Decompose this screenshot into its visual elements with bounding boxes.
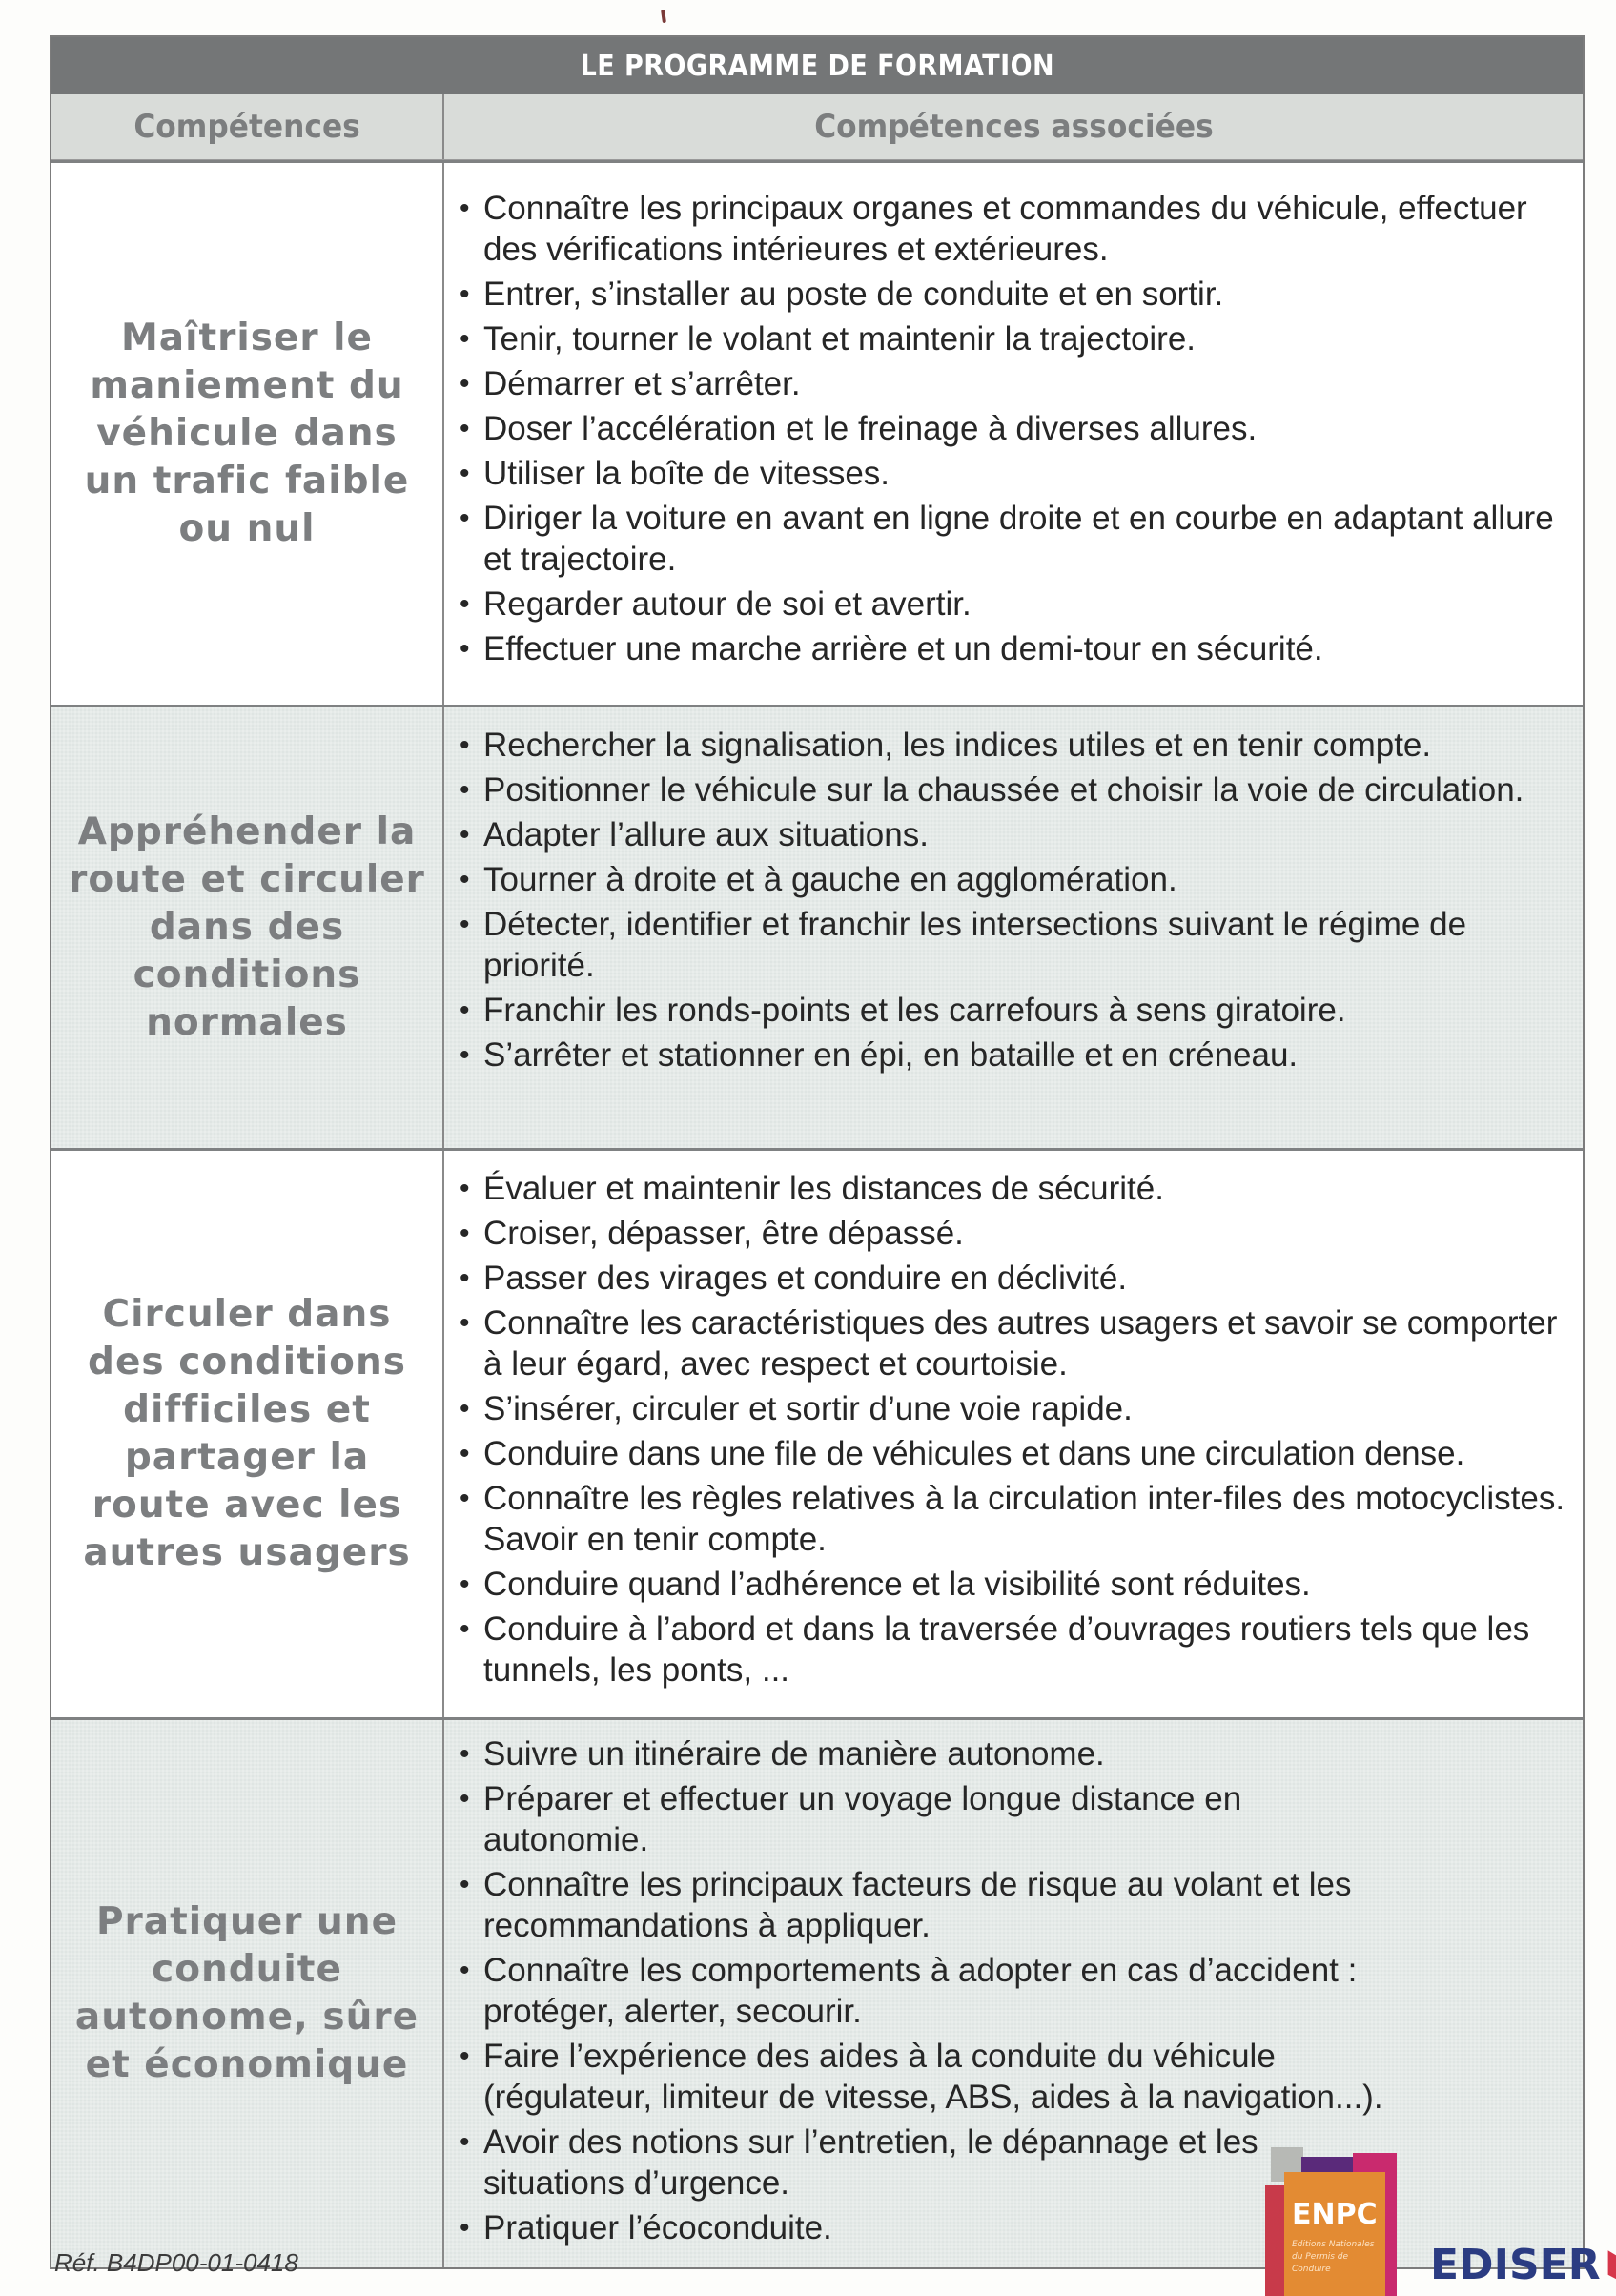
- bullet-icon: •: [460, 1262, 470, 1294]
- list-item-text: Regarder autour de soi et avertir.: [483, 585, 972, 623]
- enpc-logo-orange-square: [1284, 2172, 1385, 2296]
- list-item-text: Diriger la voiture en avant en ligne droite et en courbe en adaptant allure et trajectoire.: [483, 500, 1554, 578]
- list-item: [458, 814, 1573, 855]
- list-item: [458, 904, 1573, 986]
- bullet-icon: •: [460, 633, 470, 665]
- list-item-text: Avoir des notions sur l’entretien, le dépannage et les situations d’urgence.: [483, 2123, 1258, 2202]
- bullet-icon: •: [460, 1307, 470, 1339]
- table-title-text: LE PROGRAMME DE FORMATION: [580, 49, 1054, 83]
- list-item: [458, 2207, 1392, 2248]
- enpc-logo: [1265, 2147, 1418, 2296]
- bullet-icon: •: [460, 323, 470, 355]
- list-item: [458, 453, 1573, 494]
- bullet-icon: •: [460, 1613, 470, 1645]
- table-row: [51, 705, 1583, 1148]
- list-item: [458, 1564, 1573, 1605]
- list-item: [458, 1778, 1392, 1860]
- list-item-text: Effectuer une marche arrière et un demi-tour en sécurité.: [483, 630, 1323, 667]
- bullet-icon: •: [460, 864, 470, 895]
- ediser-logo-text: EDISER: [1430, 2241, 1601, 2289]
- list-item-text: Évaluer et maintenir les distances de sécurité.: [483, 1170, 1164, 1207]
- enpc-logo-subtitle: Editions Nationales du Permis de Conduire: [1292, 2240, 1375, 2274]
- bullet-icon: •: [460, 909, 470, 940]
- list-item: [458, 1213, 1573, 1254]
- bullet-icon: •: [460, 1869, 470, 1900]
- list-item-text: Croiser, dépasser, être dépassé.: [483, 1215, 964, 1252]
- associated-cell: [444, 1151, 1583, 1717]
- list-item: [458, 725, 1573, 766]
- list-item-text: Faire l’expérience des aides à la conduite du véhicule (régulateur, limiteur de vitesse, ABS, aides à la navigation...).: [483, 2038, 1383, 2116]
- list-item-text: Connaître les caractéristiques des autres usagers et savoir se comporter à leur égard, avec respect et courtoisie.: [483, 1304, 1558, 1383]
- bullet-icon: •: [460, 1738, 470, 1770]
- competence-cell: [51, 1151, 444, 1717]
- list-item: [458, 2122, 1392, 2204]
- list-item: [458, 408, 1573, 449]
- list-item: [458, 1433, 1573, 1474]
- list-item-text: Préparer et effectuer un voyage longue distance en autonomie.: [483, 1780, 1242, 1858]
- list-item: [458, 1864, 1392, 1946]
- list-item-text: Conduire quand l’adhérence et la visibilité sont réduites.: [483, 1566, 1311, 1603]
- list-item-text: Adapter l’allure aux situations.: [483, 816, 929, 853]
- competence-label: Circuler dans des conditions difficiles et partager la route avec les autres usagers: [83, 1293, 411, 1574]
- reference-number: Réf. B4DP00-01-0418: [54, 2248, 298, 2277]
- bullet-icon: •: [460, 1568, 470, 1600]
- associated-list: [444, 163, 1583, 688]
- list-item: [458, 188, 1573, 270]
- list-item-text: Connaître les principaux facteurs de risque au volant et les recommandations à appliquer.: [483, 1866, 1352, 1944]
- bullet-icon: •: [460, 278, 470, 310]
- bullet-icon: •: [460, 588, 470, 620]
- list-item-text: Conduire à l’abord et dans la traversée d’ouvrages routiers tels que les tunnels, les ponts, ...: [483, 1610, 1530, 1689]
- scan-speck: [661, 10, 666, 23]
- competence-label: Appréhender la route et circuler dans des conditions normales: [69, 810, 425, 1044]
- associated-cell: [444, 163, 1583, 705]
- list-item: [458, 1035, 1573, 1076]
- list-item-text: Tenir, tourner le volant et maintenir la trajectoire.: [483, 320, 1197, 358]
- training-program-table: [50, 35, 1585, 2269]
- list-item: [458, 2036, 1392, 2118]
- list-item-text: Détecter, identifier et franchir les intersections suivant le régime de priorité.: [483, 906, 1467, 984]
- competence-cell: [51, 707, 444, 1148]
- bullet-icon: •: [460, 458, 470, 489]
- competence-cell: [51, 163, 444, 705]
- bullet-icon: •: [460, 1393, 470, 1425]
- bullet-icon: •: [460, 1173, 470, 1204]
- table-title: [51, 37, 1583, 94]
- book-icon: [1606, 2248, 1616, 2285]
- column-header-text: Compétences: [133, 108, 360, 146]
- list-item: [458, 1302, 1573, 1384]
- list-item-text: Franchir les ronds-points et les carrefours à sens giratoire.: [483, 992, 1346, 1029]
- list-item: [458, 363, 1573, 404]
- list-item: [458, 498, 1573, 580]
- list-item: [458, 1478, 1573, 1560]
- associated-list: [444, 1151, 1583, 1710]
- competence-label: Maîtriser le maniement du véhicule dans un trafic faible ou nul: [84, 317, 410, 550]
- list-item: [458, 628, 1573, 669]
- bullet-icon: •: [460, 1483, 470, 1514]
- table-row: [51, 1148, 1583, 1717]
- list-item-text: Doser l’accélération et le freinage à diverses allures.: [483, 410, 1258, 447]
- competence-cell: [51, 1720, 444, 2267]
- bullet-icon: •: [460, 2126, 470, 2158]
- bullet-icon: •: [460, 994, 470, 1026]
- bullet-icon: •: [460, 502, 470, 534]
- bullet-icon: •: [460, 774, 470, 806]
- column-header-associated: [444, 94, 1583, 159]
- list-item: [458, 769, 1573, 810]
- list-item-text: Conduire dans une file de véhicules et dans une circulation dense.: [483, 1435, 1465, 1472]
- bullet-icon: •: [460, 368, 470, 400]
- bullet-icon: •: [460, 193, 470, 224]
- list-item-text: Connaître les règles relatives à la circulation inter-files des motocyclistes. Savoir en tenir compte.: [483, 1480, 1565, 1558]
- list-item-text: Démarrer et s’arrêter.: [483, 365, 801, 402]
- list-item: [458, 274, 1573, 315]
- list-item-text: Entrer, s’installer au poste de conduite et en sortir.: [483, 276, 1224, 313]
- associated-list: [444, 707, 1583, 1095]
- list-item-text: S’insérer, circuler et sortir d’une voie rapide.: [483, 1390, 1133, 1427]
- bullet-icon: •: [460, 1783, 470, 1814]
- list-item-text: Tourner à droite et à gauche en agglomération.: [483, 861, 1177, 898]
- bullet-icon: •: [460, 1438, 470, 1469]
- list-item: [458, 859, 1573, 900]
- list-item: [458, 1733, 1392, 1774]
- bullet-icon: •: [460, 1218, 470, 1249]
- list-item-text: Suivre un itinéraire de manière autonome.: [483, 1735, 1105, 1773]
- bullet-icon: •: [460, 413, 470, 444]
- competence-label: Pratiquer une conduite autonome, sûre et économique: [74, 1900, 419, 2086]
- list-item-text: S’arrêter et stationner en épi, en bataille et en créneau.: [483, 1036, 1299, 1074]
- list-item: [458, 990, 1573, 1031]
- list-item-text: Utiliser la boîte de vitesses.: [483, 455, 890, 492]
- bullet-icon: •: [460, 1039, 470, 1071]
- list-item-text: Connaître les comportements à adopter en cas d’accident : protéger, alerter, secourir.: [483, 1952, 1358, 2030]
- bullet-icon: •: [460, 2040, 470, 2072]
- bullet-icon: •: [460, 819, 470, 851]
- list-item: [458, 1388, 1573, 1429]
- bullet-icon: •: [460, 729, 470, 761]
- list-item-text: Connaître les principaux organes et commandes du véhicule, effectuer des vérifications intérieures et extérieures.: [483, 190, 1527, 268]
- list-item: [458, 1609, 1573, 1691]
- column-header-text: Compétences associées: [813, 108, 1214, 146]
- column-header-row: [51, 94, 1583, 160]
- list-item: [458, 1168, 1573, 1209]
- table-row: [51, 160, 1583, 705]
- list-item: [458, 318, 1573, 359]
- enpc-logo-text: ENPC: [1292, 2198, 1378, 2231]
- bullet-icon: •: [460, 1955, 470, 1986]
- list-item: [458, 1258, 1573, 1299]
- associated-cell: [444, 707, 1583, 1148]
- list-item-text: Positionner le véhicule sur la chaussée et choisir la voie de circulation.: [483, 771, 1524, 809]
- bullet-icon: •: [460, 2212, 470, 2244]
- list-item-text: Passer des virages et conduire en déclivité.: [483, 1260, 1128, 1297]
- ediser-logo: [1430, 2243, 1616, 2288]
- list-item: [458, 1950, 1392, 2032]
- column-header-competences: [51, 94, 444, 159]
- list-item-text: Rechercher la signalisation, les indices utiles et en tenir compte.: [483, 727, 1432, 764]
- list-item-text: Pratiquer l’écoconduite.: [483, 2209, 832, 2246]
- list-item: [458, 584, 1573, 625]
